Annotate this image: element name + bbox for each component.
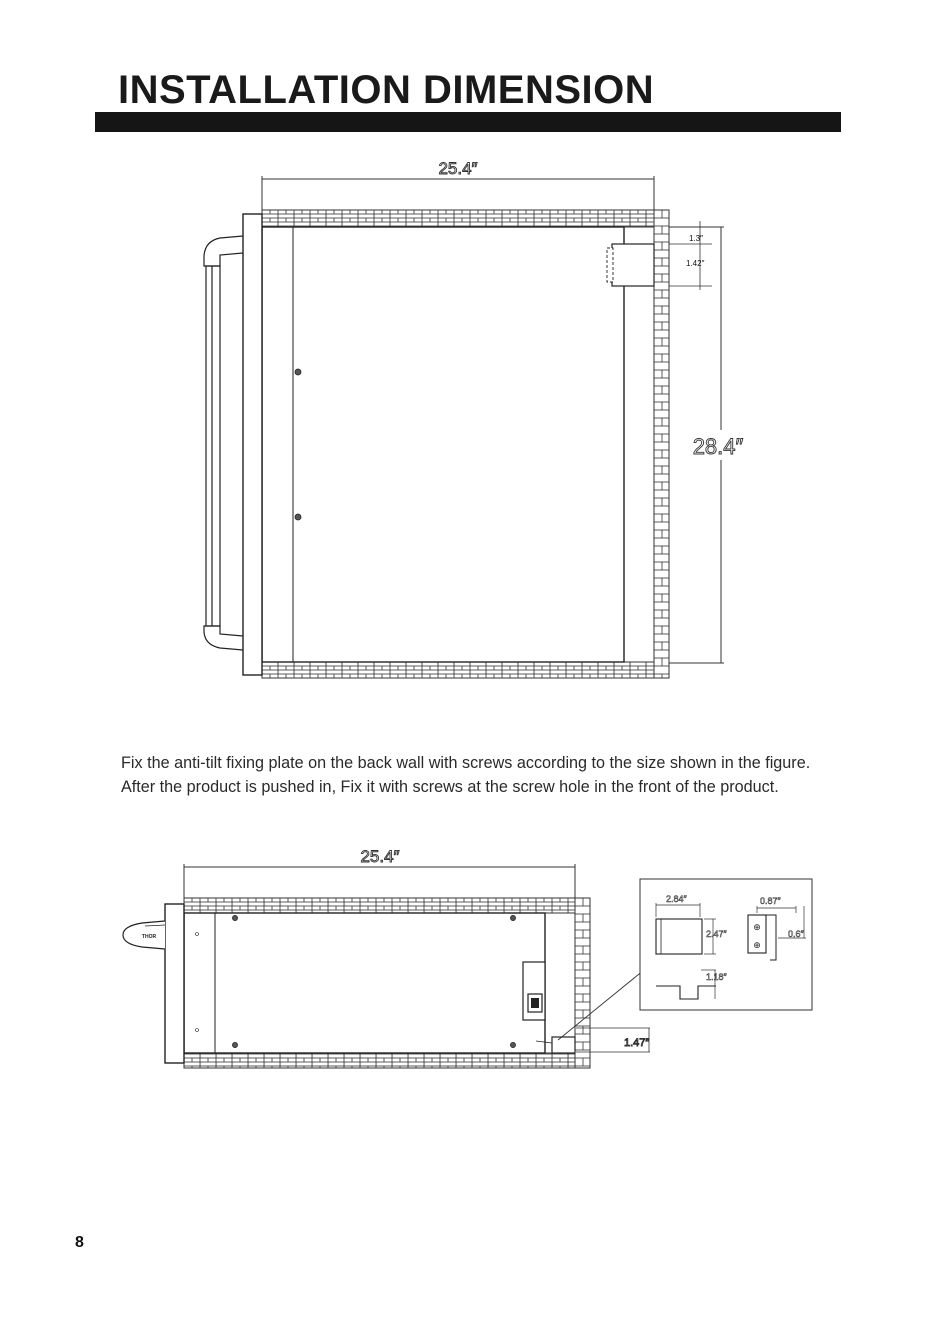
svg-text:⊕: ⊕ bbox=[753, 923, 761, 933]
height-dimension bbox=[669, 227, 759, 663]
handle-top bbox=[123, 921, 165, 949]
brand-logo: THOR bbox=[141, 934, 157, 940]
power-inlet bbox=[523, 962, 545, 1020]
door-handle bbox=[204, 236, 243, 650]
screw-hole bbox=[295, 514, 301, 520]
installation-instructions: Fix the anti-tilt fixing plate on the back wall with screws according to the size shown in the figure. After the product is pushed in, Fix it with screws at the screw hole in the front of the product. bbox=[121, 754, 811, 796]
screw-hole bbox=[295, 369, 301, 375]
detail-leader bbox=[558, 970, 644, 1040]
detail-label-e: 0.6″ bbox=[788, 929, 804, 939]
back-wall-top bbox=[575, 898, 590, 1068]
bracket-offset-label: 1.47″ bbox=[624, 1037, 650, 1049]
cabinet-top bbox=[184, 913, 545, 1053]
detail-label-b: 2.47″ bbox=[706, 929, 727, 939]
offset-top-label: 1.3″ bbox=[689, 234, 703, 243]
side-wall-left bbox=[184, 898, 575, 913]
width-label: 25.4″ bbox=[438, 159, 478, 178]
top-wall bbox=[262, 210, 654, 227]
floor bbox=[262, 662, 654, 678]
width-dimension bbox=[262, 159, 654, 212]
detail-label-d: 0.87″ bbox=[760, 896, 781, 906]
page-number: 8 bbox=[75, 1234, 84, 1251]
anti-tilt-bracket-top bbox=[552, 1037, 575, 1053]
anti-tilt-bracket bbox=[607, 244, 654, 286]
door-panel bbox=[243, 214, 262, 675]
bracket-dimensions bbox=[669, 221, 712, 290]
page-title: INSTALLATION DIMENSION bbox=[118, 68, 655, 112]
width-label-top: 25.4″ bbox=[360, 847, 400, 866]
side-wall-right bbox=[184, 1053, 575, 1068]
top-view-diagram bbox=[0, 840, 936, 1080]
back-wall bbox=[654, 210, 669, 678]
detail-label-c: 1.18″ bbox=[706, 972, 727, 982]
svg-text:⊕: ⊕ bbox=[753, 941, 761, 951]
cabinet-side bbox=[262, 227, 624, 662]
detail-label-a: 2.84″ bbox=[666, 894, 687, 904]
door-top bbox=[165, 904, 184, 1063]
bracket-height-label: 1.42″ bbox=[686, 259, 705, 268]
height-label: 28.4″ bbox=[692, 434, 744, 459]
width-dimension-top bbox=[184, 847, 575, 900]
